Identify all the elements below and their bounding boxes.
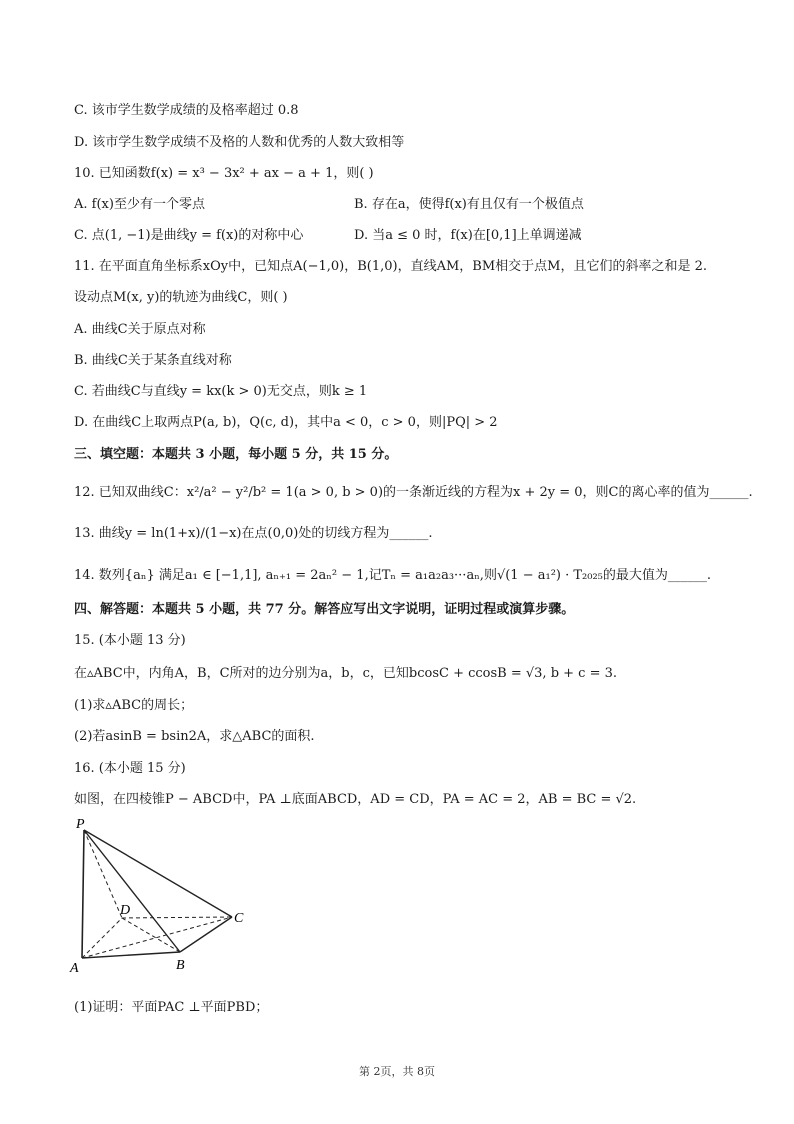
q11-option-c: C. 若曲线C与直线y = kx(k > 0)无交点，则k ≥ 1	[74, 384, 368, 399]
edge-dc	[122, 917, 232, 918]
diag-bd	[122, 918, 180, 952]
q10-stem: 10. 已知函数f(x) = x³ − 3x² + ax − a + 1，则( )	[74, 166, 374, 181]
label-p: P	[76, 817, 85, 832]
q11-option-d: D. 在曲线C上取两点P(a, b)，Q(c, d)，其中a < 0，c > 0，则|PQ| > 2	[74, 415, 498, 430]
page-footer: 第 2页，共 8页	[359, 1065, 435, 1078]
q10-option-d: D. 当a ≤ 0 时，f(x)在[0,1]上单调递减	[354, 228, 582, 243]
q15-stem: 在▵ABC中，内角A，B，C所对的边分别为a，b，c，已知bcosC + ccosB = √3, b + c = 3.	[74, 666, 618, 681]
q10-option-b: B. 存在a，使得f(x)有且仅有一个极值点	[354, 197, 584, 212]
label-c: C	[234, 911, 244, 926]
q11-stem-line2: 设动点M(x, y)的轨迹为曲线C，则( )	[74, 290, 288, 305]
q16-part1: (1)证明：平面PAC ⊥平面PBD；	[74, 1000, 269, 1015]
label-d: D	[120, 903, 131, 918]
q9-option-c: C. 该市学生数学成绩的及格率超过 0.8	[74, 103, 299, 118]
q12: 12. 已知双曲线C：x²/a² − y²/b² = 1(a > 0, b > 0)的一条渐近线的方程为x + 2y = 0，则C的离心率的值为______.	[74, 485, 753, 500]
edge-pd	[84, 830, 122, 918]
q16-heading: 16. (本小题 15 分)	[74, 761, 186, 776]
q13: 13. 曲线y = ln(1+x)/(1−x)在点(0,0)处的切线方程为______.	[74, 526, 433, 541]
q15-part2: (2)若asinB = bsin2A，求△ABC的面积.	[74, 729, 315, 744]
q9-option-d: D. 该市学生数学成绩不及格的人数和优秀的人数大致相等	[74, 135, 405, 150]
edge-pc	[84, 830, 232, 917]
edge-ab	[82, 952, 180, 958]
q10-option-a: A. f(x)至少有一个零点	[74, 197, 205, 212]
q14: 14. 数列{aₙ} 满足a₁ ∈ [−1,1], aₙ₊₁ = 2aₙ² − 1,记Tₙ = a₁a₂a₃···aₙ,则√(1 − a₁²) · T₂₀₂₅的最大值为______.	[74, 568, 712, 583]
label-b: B	[176, 958, 185, 973]
q11-option-b: B. 曲线C关于某条直线对称	[74, 353, 232, 368]
edge-ad	[82, 918, 122, 958]
section3-heading: 三、填空题：本题共 3 小题，每小题 5 分，共 15 分。	[74, 447, 398, 462]
section4-heading: 四、解答题：本题共 5 小题，共 77 分。解答应写出文字说明，证明过程或演算步骤。	[74, 602, 575, 617]
edge-pa	[82, 830, 84, 958]
q11-stem-line1: 11. 在平面直角坐标系xOy中，已知点A(−1,0)，B(1,0)，直线AM，BM相交于点M，且它们的斜率之和是 2.	[74, 259, 708, 274]
q15-heading: 15. (本小题 13 分)	[74, 633, 186, 648]
label-a: A	[70, 961, 79, 976]
edge-pb	[84, 830, 180, 952]
q10-option-c: C. 点(1, −1)是曲线y = f(x)的对称中心	[74, 228, 304, 243]
q15-part1: (1)求▵ABC的周长；	[74, 698, 194, 713]
pyramid-figure	[64, 816, 264, 978]
q16-stem: 如图，在四棱锥P − ABCD中，PA ⊥底面ABCD，AD = CD，PA = AC = 2，AB = BC = √2.	[74, 792, 637, 807]
edge-bc	[180, 917, 232, 952]
q11-option-a: A. 曲线C关于原点对称	[74, 322, 206, 337]
